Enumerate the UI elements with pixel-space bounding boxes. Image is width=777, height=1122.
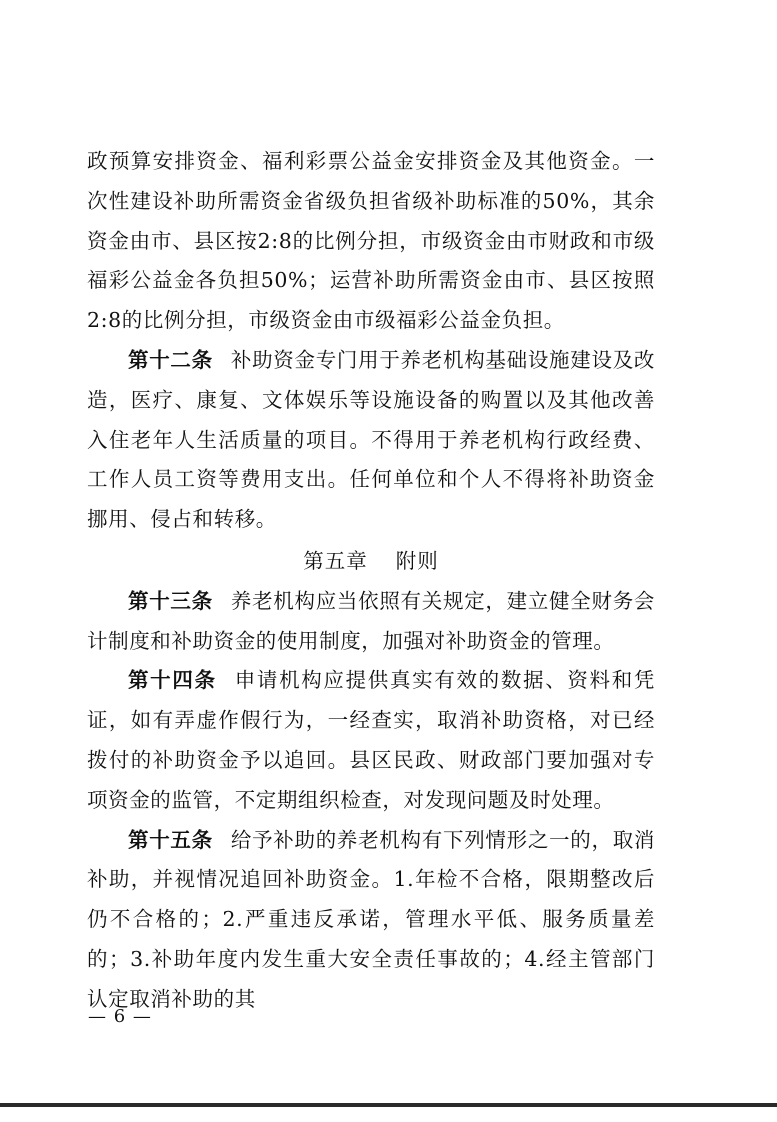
article-15 bbox=[87, 821, 655, 1020]
article-13 bbox=[87, 582, 655, 662]
article-label: 第十二条 bbox=[128, 347, 213, 372]
paragraph-text: 政预算安排资金、福利彩票公益金安排资金及其他资金。一次性建设补助所需资金省级负担省级补助标准的50%，其余资金由市、县区按2:8的比例分担，市级资金由市财政和市级福彩公益金各负担50%；运营补助所需资金由市、县区按照2:8的比例分担，市级资金由市级福彩公益金负担。 bbox=[87, 149, 655, 333]
article-label: 第十五条 bbox=[128, 827, 213, 852]
article-text: 补助资金专门用于养老机构基础设施建设及改造，医疗、康复、文体娱乐等设施设备的购置以及其他改善入住老年人生活质量的项目。不得用于养老机构行政经费、工作人员工资等费用支出。任何单位和个人不得将补助资金挪用、侵占和转移。 bbox=[87, 347, 656, 532]
chapter-title: 附则 bbox=[395, 548, 439, 573]
paragraph-continuation bbox=[87, 142, 655, 341]
page-number: — 6 — bbox=[88, 1006, 152, 1027]
article-text: 给予补助的养老机构有下列情形之一的，取消补助，并视情况追回补助资金。1.年检不合格，限期整改后仍不合格的；2.严重违反承诺，管理水平低、服务质量差的；3.补助年度内发生重大安全责任事故的；4.经主管部门认定取消补助的其 bbox=[87, 827, 656, 1011]
scan-edge-rule bbox=[0, 1103, 777, 1107]
article-text: 养老机构应当依照有关规定，建立健全财务会计制度和补助资金的使用制度，加强对补助资金的管理。 bbox=[87, 588, 656, 653]
document-body bbox=[87, 142, 655, 1020]
article-label: 第十四条 bbox=[128, 668, 217, 693]
article-text: 申请机构应提供真实有效的数据、资料和凭证，如有弄虚作假行为，一经查实，取消补助资格，对已经拨付的补助资金予以追回。县区民政、财政部门要加强对专项资金的监管，不定期组织检查，对发现问题及时处理。 bbox=[87, 668, 655, 812]
article-14 bbox=[87, 661, 655, 820]
article-12 bbox=[87, 341, 655, 540]
chapter-number: 第五章 bbox=[303, 548, 368, 573]
article-label: 第十三条 bbox=[128, 588, 213, 613]
chapter-heading bbox=[87, 540, 655, 582]
